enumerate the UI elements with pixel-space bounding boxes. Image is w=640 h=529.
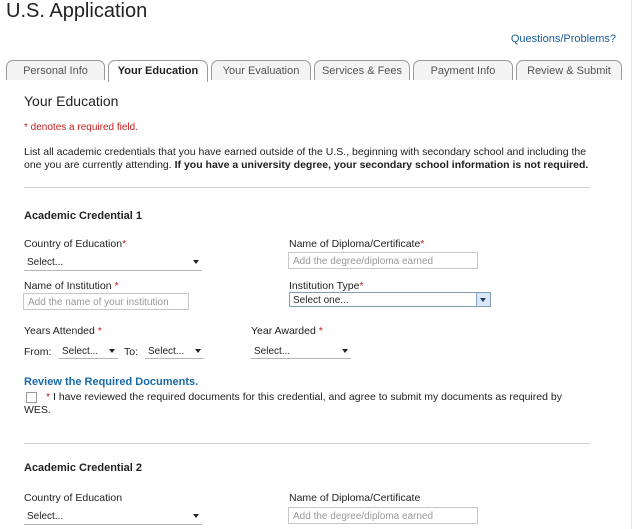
from-year-select-1[interactable] <box>59 344 118 359</box>
agree-text <box>24 391 574 417</box>
intro-text <box>24 146 600 172</box>
select-underline <box>24 270 202 271</box>
page-border <box>631 0 632 529</box>
country-label-1 <box>24 238 126 250</box>
institution-type-select-1[interactable] <box>289 292 491 307</box>
to-label-1: To: <box>124 346 139 358</box>
institution-label-1-text: Name of Institution <box>24 280 115 292</box>
chevron-down-icon <box>193 260 199 264</box>
country-label-1-text: Country of Education <box>24 238 123 250</box>
years-attended-label-1 <box>24 325 102 337</box>
page-title: Your Education <box>24 93 119 109</box>
institution-input-1[interactable]: Add the name of your institution <box>23 293 189 310</box>
agree-text-body: I have reviewed the required documents for this credential, and agree to submit my documents as required by WES. <box>24 391 562 416</box>
required-star: * <box>114 280 119 292</box>
chevron-down-icon <box>195 349 201 353</box>
tab-payment-info[interactable]: Payment Info <box>413 60 513 80</box>
year-awarded-select-1[interactable] <box>251 344 351 359</box>
tab-review-submit[interactable]: Review & Submit <box>516 60 622 80</box>
country-select-1[interactable] <box>24 255 202 270</box>
credential-1-title: Academic Credential 1 <box>24 210 142 222</box>
tab-your-evaluation[interactable]: Your Evaluation <box>211 60 311 80</box>
country-label-2: Country of Education <box>24 492 123 504</box>
institution-type-label-1-text: Institution Type <box>289 280 360 292</box>
diploma-label-1-text: Name of Diploma/Certificate <box>289 238 421 250</box>
app-title: U.S. Application <box>6 0 148 22</box>
institution-type-label-1 <box>289 280 364 292</box>
required-star: * <box>359 280 364 292</box>
tab-personal-info[interactable]: Personal Info <box>6 60 105 80</box>
to-year-select-1-value: Select... <box>148 346 185 357</box>
chevron-down-icon <box>476 293 490 306</box>
chevron-down-icon <box>342 349 348 353</box>
country-select-1-value: Select... <box>27 257 64 268</box>
required-star: * <box>46 391 51 403</box>
credential-2-title: Academic Credential 2 <box>24 462 142 474</box>
divider <box>24 187 590 188</box>
required-star: * <box>318 325 323 337</box>
diploma-input-1[interactable]: Add the degree/diploma earned <box>288 252 478 269</box>
intro-text-bold: If you have a university degree, your secondary school information is not required. <box>174 159 589 171</box>
chevron-down-icon <box>109 349 115 353</box>
institution-label-1 <box>24 280 119 292</box>
questions-problems-link[interactable]: Questions/Problems? <box>510 33 616 45</box>
country-select-2-value: Select... <box>27 511 64 522</box>
institution-type-select-1-value: Select one... <box>293 295 349 306</box>
years-attended-label-1-text: Years Attended <box>24 325 98 337</box>
from-year-select-1-value: Select... <box>62 346 99 357</box>
to-year-select-1[interactable] <box>145 344 204 359</box>
tab-bar <box>6 60 622 82</box>
agree-checkbox[interactable] <box>26 392 37 403</box>
tab-your-education[interactable]: Your Education <box>108 60 208 82</box>
required-field-note: * denotes a required field. <box>24 122 138 133</box>
from-label-1: From: <box>24 346 52 358</box>
select-underline <box>24 524 202 525</box>
year-awarded-label-1 <box>251 325 323 337</box>
review-required-documents-link[interactable]: Review the Required Documents. <box>24 376 199 388</box>
year-awarded-label-1-text: Year Awarded <box>251 325 319 337</box>
chevron-down-icon <box>193 514 199 518</box>
diploma-input-2[interactable]: Add the degree/diploma earned <box>288 507 478 524</box>
tab-services-fees[interactable]: Services & Fees <box>314 60 410 80</box>
country-select-2[interactable] <box>24 509 202 524</box>
required-star: * <box>97 325 102 337</box>
year-awarded-select-1-value: Select... <box>254 346 291 357</box>
required-star: * <box>122 238 127 250</box>
divider <box>24 443 590 444</box>
diploma-label-2: Name of Diploma/Certificate <box>289 492 421 504</box>
intro-text-plain: List all academic credentials that you have earned outside of the U.S., beginning with secondary school and including the one you are currently attending. <box>24 146 587 171</box>
required-star: * <box>420 238 425 250</box>
diploma-label-1 <box>289 238 424 250</box>
